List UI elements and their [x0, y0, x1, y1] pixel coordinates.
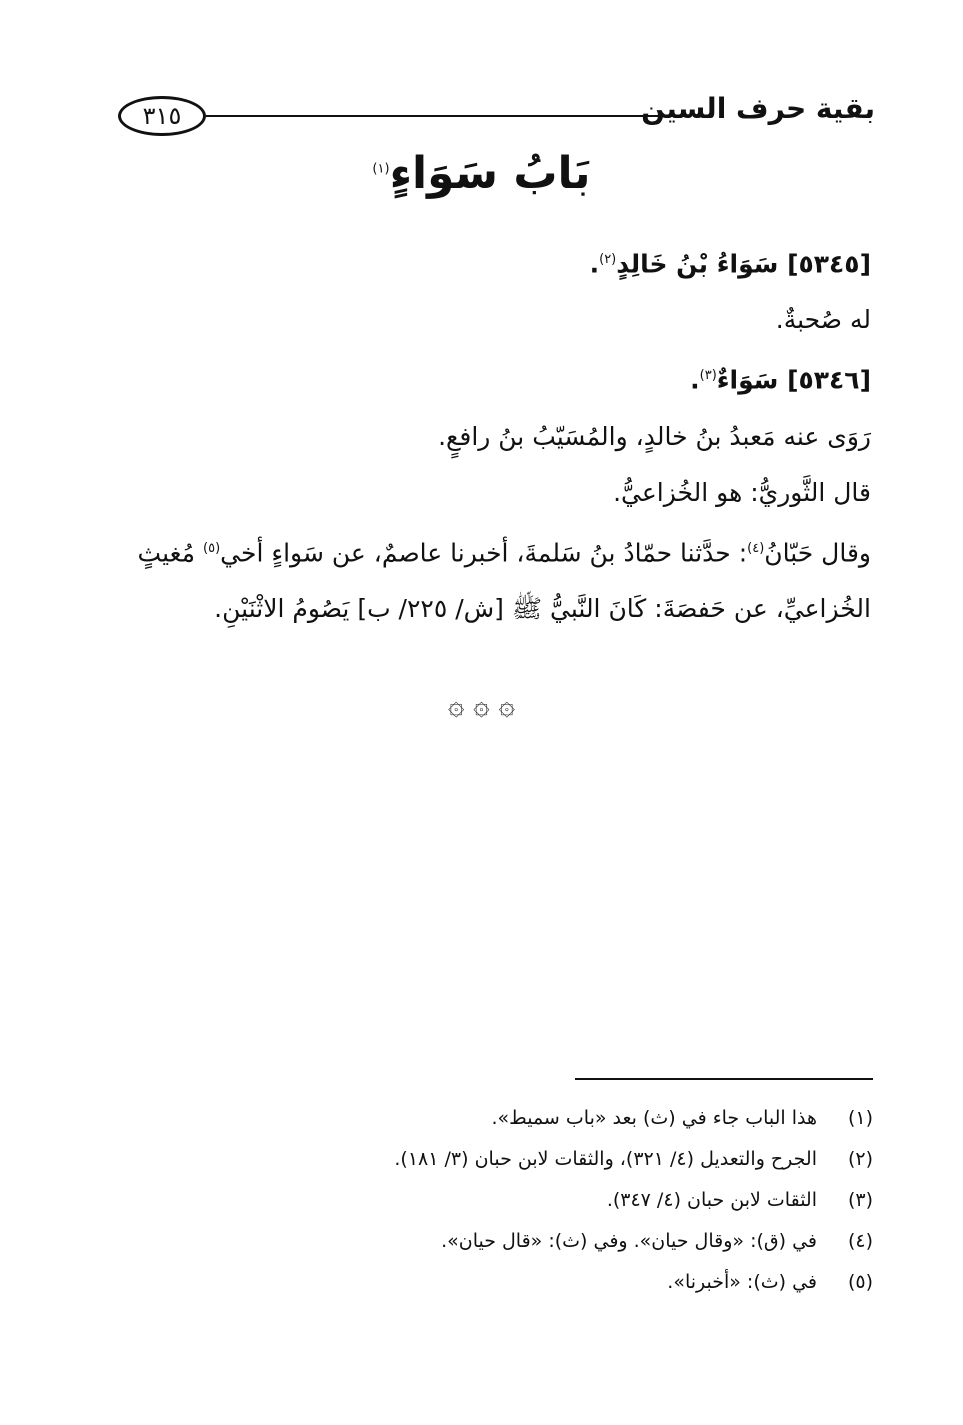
footnote [90, 1221, 873, 1262]
footnote-ref: (٤) [747, 540, 765, 556]
entry-heading-text: [٥٣٤٥] سَوَاءُ بْنُ خَالِدٍ [616, 249, 871, 279]
entry-heading-text: [٥٣٤٦] سَوَاءٌ [716, 365, 871, 395]
footnote-ref: (٣) [699, 368, 717, 384]
footnote-text: هذا الباب جاء في (ث) بعد «باب سميط». [491, 1107, 817, 1129]
page-number: ٣١٥ [118, 96, 206, 136]
footnote-text: في (ث): «أخبرنا». [667, 1271, 817, 1293]
footnote [90, 1180, 873, 1221]
footnote-number: (٢) [847, 1148, 873, 1170]
footnote-ref: (٥) [203, 540, 221, 556]
entry-line: رَوَى عنه مَعبدُ بنُ خالدٍ، والمُسَيّبُ بنُ رافعٍ. [438, 421, 871, 451]
paragraph-text: وقال حَبّانُ [764, 537, 871, 567]
entry-line: له صُحبةٌ. [775, 305, 871, 335]
entry-heading [92, 348, 871, 408]
main-text [92, 232, 871, 637]
page-header [118, 92, 875, 142]
footnote-number: (١) [847, 1107, 873, 1129]
footnote-rule [575, 1078, 873, 1080]
footnote-text: في (ق): «وقال حيان». وفي (ث): «قال حيان». [441, 1230, 817, 1252]
entry-heading-end: . [690, 365, 700, 395]
footnote-text: الجرح والتعديل (٤/ ٣٢١)، والثقات لابن حبان (٣/ ١٨١). [394, 1148, 817, 1170]
chapter-title [0, 148, 963, 199]
footnote-number: (٥) [847, 1271, 873, 1293]
running-head: بقية حرف السين [641, 92, 875, 125]
footnote-number: (٤) [847, 1230, 873, 1252]
footnote-number: (٣) [847, 1189, 873, 1211]
entry-line: قال الثَّوريُّ: هو الخُزاعيُّ. [613, 477, 871, 507]
footnote [90, 1098, 873, 1139]
header-rule [206, 115, 685, 117]
chapter-title-text: بَابُ سَوَاءٍ [389, 148, 591, 199]
entry-paragraph [92, 521, 871, 637]
footnote [90, 1139, 873, 1180]
entry-heading [92, 232, 871, 292]
footnote-ref: (١) [372, 161, 390, 177]
footnote [90, 1262, 873, 1303]
footnote-ref: (٢) [599, 252, 617, 267]
section-ornament: ۞ ۞ ۞ [447, 688, 516, 721]
entry-heading-end: . [589, 249, 600, 279]
footnote-text: الثقات لابن حبان (٤/ ٣٤٧). [606, 1189, 817, 1211]
paragraph-text: : حدَّثنا حمّادُ بنُ سَلمةَ، أخبرنا عاصمٌ، عن سَواءٍ أخي [220, 537, 748, 567]
paragraph-text: مُغيثٍ الخُزاعيِّ، عن حَفصَةَ: كَانَ النَّبيُّ ﷺ [ش/ ٢٢٥/ ب] يَصُومُ الاثْنَيْنِ. [137, 537, 871, 623]
footnotes [90, 1098, 873, 1303]
